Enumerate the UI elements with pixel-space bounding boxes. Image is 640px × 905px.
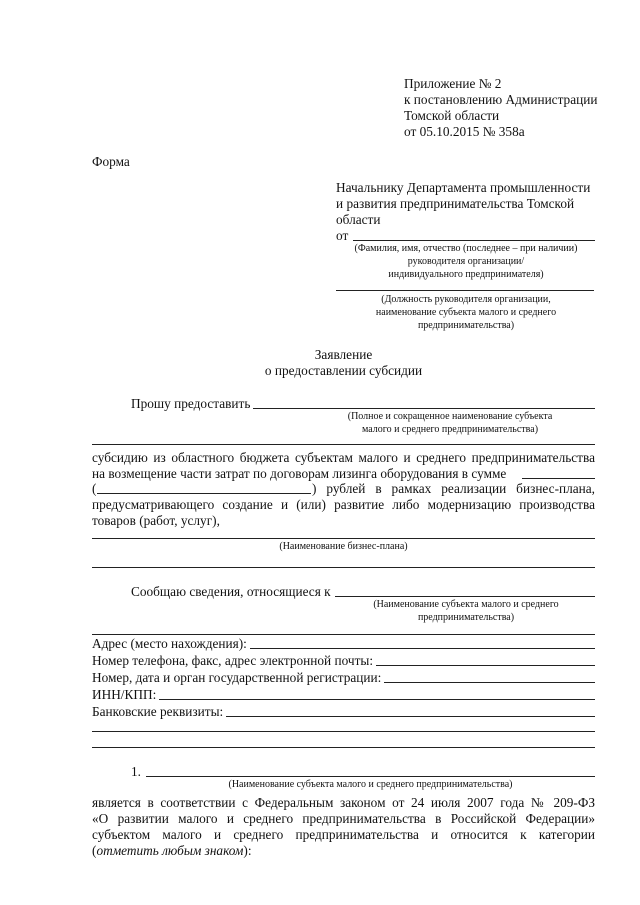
request-paragraph-3-open: ( (92, 481, 97, 496)
addressee-name-field[interactable] (353, 240, 595, 241)
phone-label: Номер телефона, факс, адрес электронной почты: (92, 653, 374, 668)
info-note-1: (Наименование субъекта малого и среднего (373, 599, 559, 610)
address-row (92, 636, 595, 652)
business-plan-note: (Наименование бизнес-плана) (279, 541, 408, 552)
appendix-line-2: к постановлению Администрации (404, 92, 598, 107)
amount-field[interactable] (522, 478, 595, 479)
inn-row (92, 687, 595, 703)
addressee-note-1: (Фамилия, имя, отчество (последнее – при наличии) (354, 243, 578, 254)
bank-field-3[interactable] (92, 747, 595, 748)
item-1-note: (Наименование субъекта малого и среднего предпринимательства) (228, 779, 513, 790)
item-1-line-4-emphasis: отметить любым знаком (96, 843, 244, 858)
addressee-position-field[interactable] (336, 290, 594, 291)
request-note-2: малого и среднего предпринимательства) (361, 424, 539, 435)
inn-label: ИНН/КПП: (92, 687, 157, 702)
addressee-note-3: индивидуального предпринимателя) (388, 269, 544, 280)
form-label: Форма (92, 154, 130, 169)
appendix-line-3: Томской области (404, 108, 500, 123)
item-1-subject-field[interactable] (146, 776, 595, 777)
item-1-line-1: является в соответствии с Федеральным законом от 24 июля 2007 года № 209-ФЗ (92, 795, 595, 810)
amount-words-field[interactable] (97, 493, 311, 494)
item-1-line-2: «О развитии малого и среднего предпринимательства в Российской Федерации» (92, 811, 595, 826)
bank-label: Банковские реквизиты: (92, 704, 224, 719)
phone-row (92, 653, 595, 669)
business-plan-field-2[interactable] (92, 567, 595, 568)
request-note-1: (Полное и сокращенное наименование субъекта (347, 411, 553, 422)
appendix-line-4: от 05.10.2015 № 358а (404, 124, 525, 139)
addressee-line-2: и развития предпринимательства Томской (336, 196, 575, 211)
addressee-from: от (336, 228, 349, 243)
bank-row (92, 704, 595, 720)
item-1-line-4-close: ): (243, 843, 252, 858)
request-paragraph-4: предусматривающего создание и (или) развитие либо модернизацию производства (92, 497, 595, 512)
subject-name-field[interactable] (253, 408, 595, 409)
addressee-note-2: руководителя организации/ (407, 256, 525, 267)
address-label: Адрес (место нахождения): (92, 636, 247, 651)
request-paragraph-2: на возмещение части затрат по договорам лизинга оборудования в сумме (92, 466, 507, 481)
addressee-line-3: области (336, 212, 381, 227)
registration-field[interactable] (384, 682, 595, 683)
registration-row (92, 670, 595, 686)
appendix-line-1: Приложение № 2 (404, 76, 502, 91)
bank-field[interactable] (226, 716, 595, 717)
addressee-note-4: (Должность руководителя организации, (381, 294, 551, 305)
item-1-line-4-open: ( (92, 843, 97, 858)
subject-name-field-2[interactable] (92, 444, 595, 445)
request-paragraph-1: субсидию из областного бюджета субъектам малого и среднего предпринимательства (92, 450, 595, 465)
item-1-number: 1. (131, 764, 141, 779)
request-paragraph-5: товаров (работ, услуг), (92, 513, 220, 528)
document-subtitle: о предоставлении субсидии (264, 363, 423, 378)
addressee-note-6: предпринимательства) (417, 320, 515, 331)
item-1-line-3: субъектом малого и среднего предпринимательства и относится к категории (92, 827, 595, 842)
registration-label: Номер, дата и орган государственной регистрации: (92, 670, 382, 685)
info-subject-field-2[interactable] (92, 634, 595, 635)
info-lead: Сообщаю сведения, относящиеся к (131, 584, 331, 599)
document-title: Заявление (314, 347, 373, 362)
addressee-note-5: наименование субъекта малого и среднего (375, 307, 557, 318)
bank-field-2[interactable] (92, 731, 595, 732)
business-plan-field[interactable] (92, 538, 595, 539)
info-subject-field[interactable] (335, 596, 595, 597)
request-paragraph-3-rest: ) рублей в рамках реализации бизнес-плана, (312, 481, 595, 496)
phone-field[interactable] (376, 665, 595, 666)
info-note-2: предпринимательства) (417, 612, 515, 623)
addressee-line-1: Начальнику Департамента промышленности (336, 180, 591, 195)
address-field[interactable] (250, 648, 595, 649)
request-lead: Прошу предоставить (131, 396, 251, 411)
item-1-line-4 (92, 843, 252, 859)
inn-field[interactable] (159, 699, 595, 700)
